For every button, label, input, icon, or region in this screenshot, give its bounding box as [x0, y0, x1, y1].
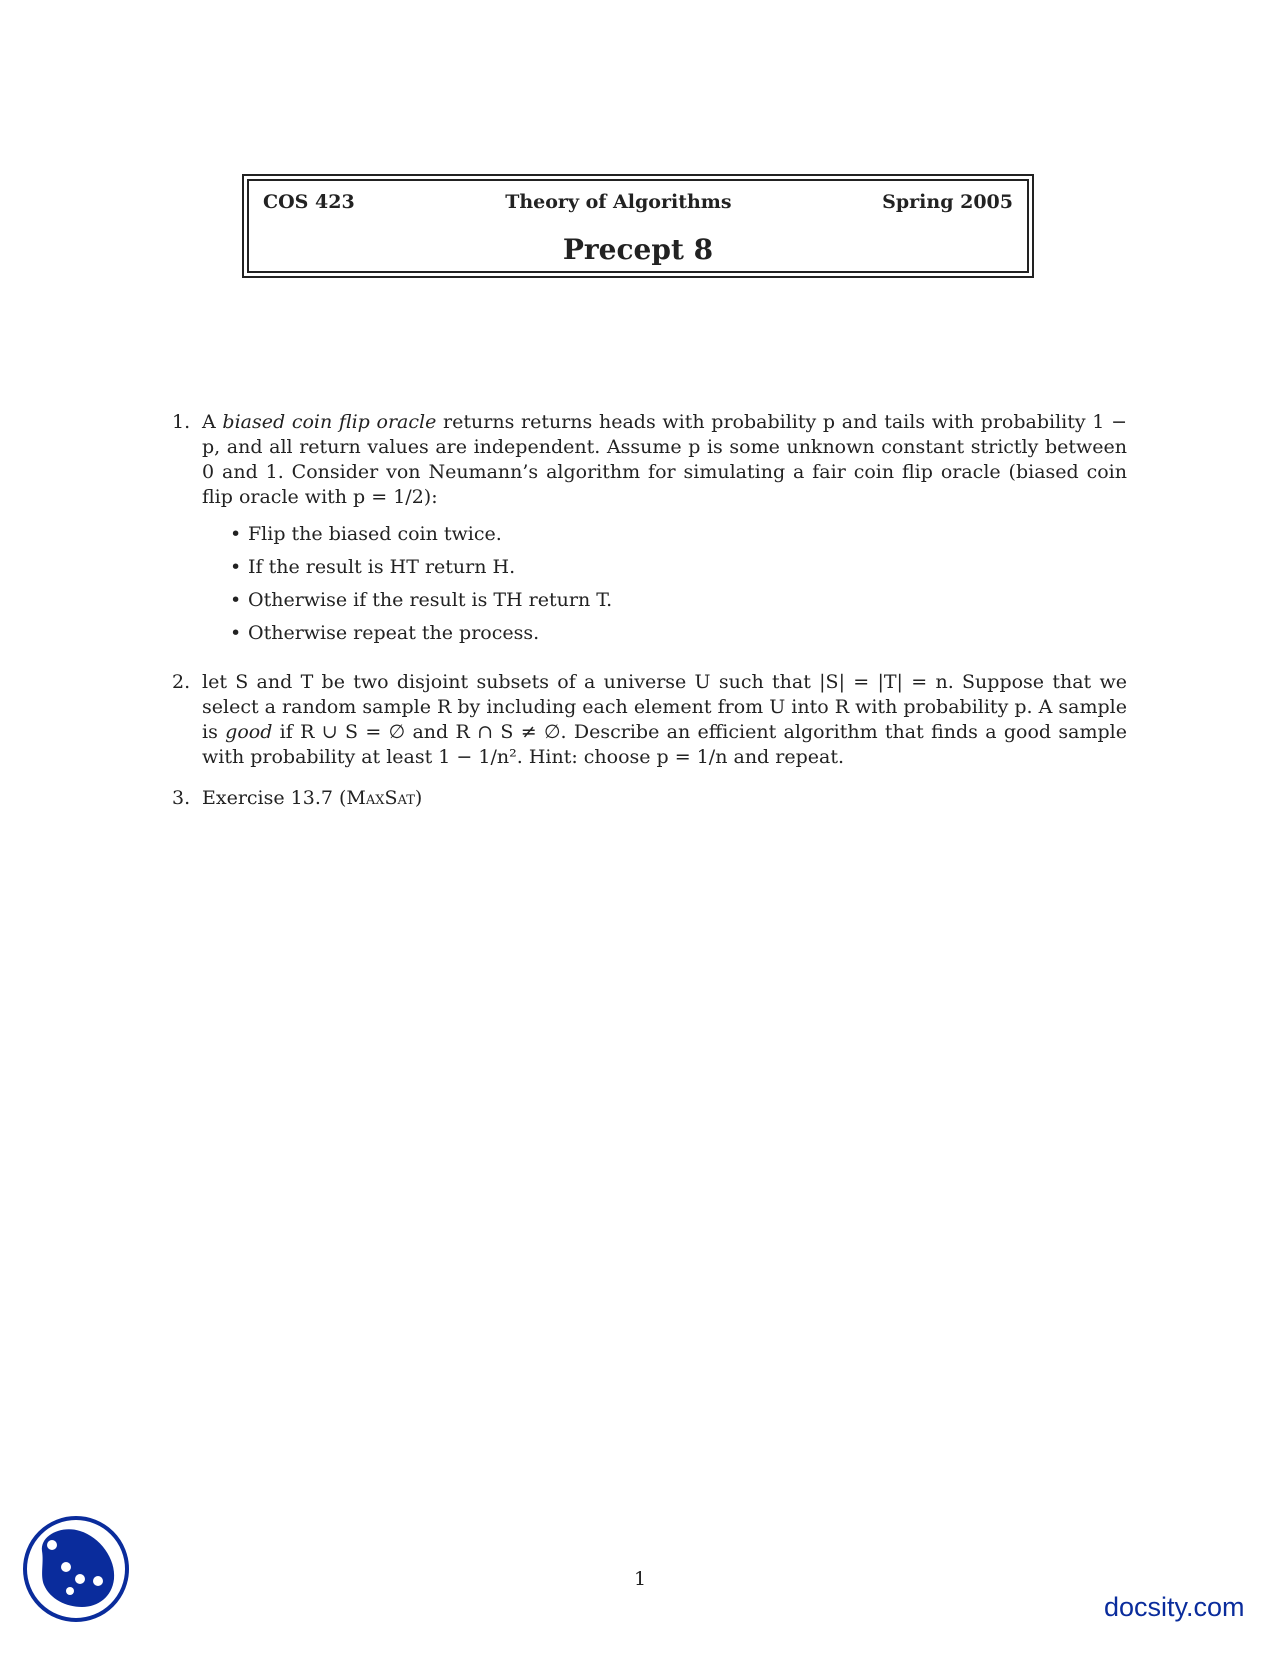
problem-2 [172, 670, 1127, 770]
problem-italic-term: biased coin flip oracle [222, 411, 437, 433]
algorithm-steps [202, 522, 1127, 646]
bullet-icon: • [230, 523, 242, 545]
problem-number: 3. [172, 787, 191, 809]
problem-number: 2. [172, 671, 191, 693]
problem-list [172, 410, 1127, 827]
docsity-brand-link[interactable]: docsity.com [1104, 1592, 1245, 1622]
course-term: Spring 2005 [882, 191, 1013, 213]
problem-text: ) [414, 787, 423, 809]
problem-text: let S and T be two disjoint subsets of a universe U such that |S| = |T| = n. Suppose that we select a random sample R by including each element from U into R with probability p. A sample is [202, 671, 1127, 743]
problem-1 [172, 410, 1127, 654]
list-item-text: If the result is HT return H. [248, 556, 516, 578]
list-item [230, 522, 1127, 547]
list-item-text: Otherwise repeat the process. [248, 622, 540, 644]
problem-number: 1. [172, 411, 191, 433]
problem-smallcaps-term: MaxSat [346, 787, 415, 809]
page-title: Precept 8 [562, 233, 714, 266]
list-item-text: Flip the biased coin twice. [248, 523, 502, 545]
course-subject: Theory of Algorithms [505, 191, 732, 213]
list-item [230, 621, 1127, 646]
problem-italic-term: good [225, 721, 273, 743]
problem-body [202, 410, 1127, 654]
problem-text: Exercise 13.7 ( [202, 787, 347, 809]
problem-text: A [202, 411, 223, 433]
header-inner-frame [247, 179, 1029, 273]
header-row [263, 191, 1013, 213]
header-box [242, 174, 1034, 278]
bullet-icon: • [230, 589, 242, 611]
problem-text: if R ∪ S = ∅ and R ∩ S ≠ ∅. Describe an efficient algorithm that finds a good sample with probability at least 1 − 1/n². Hint: choose p = 1/n and repeat. [202, 721, 1127, 768]
bullet-icon: • [230, 556, 242, 578]
bullet-icon: • [230, 622, 242, 644]
problem-body [202, 786, 1127, 811]
problem-3 [172, 786, 1127, 811]
problem-text: returns returns heads with probability p and tails with probability 1 − p, and all return values are independent. Assume p is some unknown constant strictly between 0 and 1. Consider von Neumann’s algorithm for simulating a fair coin flip oracle (biased coin flip oracle with p = 1/2): [202, 411, 1128, 508]
course-code: COS 423 [263, 191, 355, 213]
list-item [230, 588, 1127, 613]
page-number: 1 [633, 1568, 647, 1590]
problem-body [202, 670, 1127, 770]
list-item-text: Otherwise if the result is TH return T. [248, 589, 613, 611]
docsity-logo-icon[interactable] [22, 1515, 130, 1623]
list-item [230, 555, 1127, 580]
